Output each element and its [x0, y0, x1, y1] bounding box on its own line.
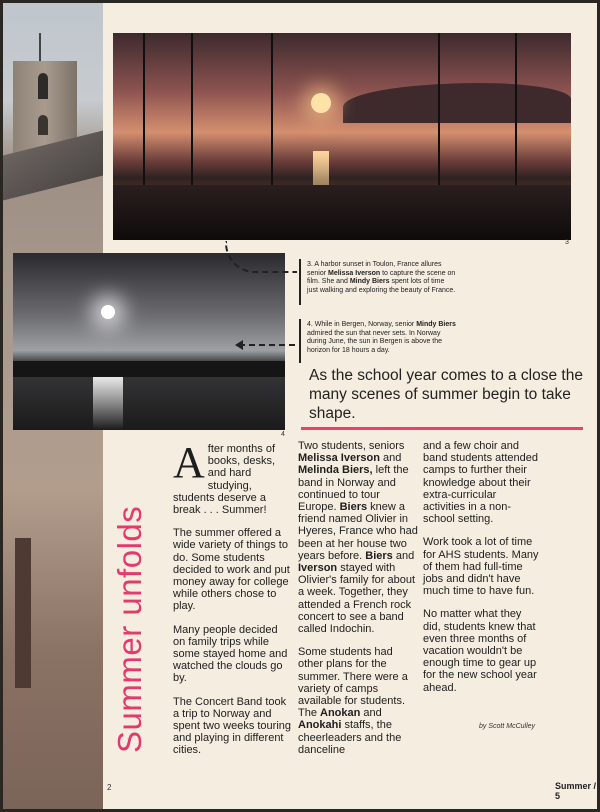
- tower-window: [38, 73, 48, 99]
- caption-pointer-4: [239, 344, 295, 346]
- tower-spire: [39, 33, 49, 61]
- shoreline: [13, 361, 285, 377]
- boats-silhouette: [113, 185, 571, 240]
- window-shutter: [15, 538, 31, 688]
- paragraph: and a few choir and band students attended camps to further their knowledge about their extra-curricular activities in a non-school setting.: [423, 440, 538, 526]
- hill-silhouette: [343, 83, 571, 123]
- paragraph: Some students had other plans for the summer. There were a variety of camps available for students. The Anokan and Anokahi staffs, the cheerleaders and the danceline: [298, 646, 408, 756]
- paragraph: After months of books, desks, and hard studying, students deserve a break . . . Summer!: [173, 438, 276, 517]
- paragraph: The summer offered a wide variety of things to do. Some students decided to work and put money away for college while others chose to play.: [173, 527, 290, 613]
- sun: [311, 93, 331, 113]
- boat-mast: [271, 33, 273, 203]
- paragraph: Two students, seniors Melissa Iverson and Melinda Biers, left the band in Norway and continued to tour Europe. Biers knew a friend named Olivier in Hyeres, France who had been at her house two years before. Biers and Iverson stayed with Olivier's family for about a week. Together, they attended a French rock concert to see a band called Indochin.: [298, 440, 418, 636]
- page-number-right: Summer / 5: [555, 781, 597, 801]
- drop-cap: A: [173, 438, 205, 487]
- tower-window: [38, 115, 48, 135]
- bergen-sun-photo: [13, 253, 285, 430]
- boat-mast: [143, 33, 145, 203]
- paragraph: Many people decided on family trips while some stayed home and watched the clouds go by.: [173, 623, 288, 685]
- boat-mast: [438, 33, 440, 203]
- caption-3: 3. A harbor sunset in Toulon, France allures senior Melissa Iverson to capture the scene on film. She and Mindy Biers spent lots of time just walking and exploring the beauty of France.: [307, 261, 456, 294]
- figure-number-3: 3: [565, 239, 569, 246]
- paragraph: No matter what they did, students knew that even three months of vacation wouldn't be enough time to gear up for the new school year ahead.: [423, 608, 537, 694]
- page-number-left: 2: [107, 783, 112, 792]
- article-column-2: [298, 440, 420, 767]
- boat-mast: [515, 33, 517, 203]
- water-reflection: [93, 377, 123, 430]
- caption-bracket: [299, 259, 301, 305]
- caption-4: 4. While in Bergen, Norway, senior Mindy Biers admired the sun that never sets. In Norway during June, the sun in Bergen is above the horizon for 18 hours a day.: [307, 321, 456, 354]
- article-column-3: [423, 440, 541, 705]
- accent-rule: [301, 427, 583, 430]
- byline: by Scott McCulley: [479, 723, 536, 730]
- figure-number-4: 4: [281, 431, 285, 438]
- boat-mast: [191, 33, 193, 203]
- intro-text: As the school year comes to a close the many scenes of summer begin to take shape.: [309, 367, 583, 422]
- paragraph: Work took a lot of time for AHS students. Many of them had full-time jobs and didn't have much time to have fun.: [423, 536, 539, 598]
- page-title: Summer unfolds: [111, 505, 148, 753]
- article-column-1: [173, 438, 292, 768]
- sun: [101, 305, 115, 319]
- caption-bracket: [299, 319, 301, 363]
- paragraph: The Concert Band took a trip to Norway and spent two weeks touring and playing in different cities.: [173, 695, 292, 757]
- harbor-sunset-photo: [113, 33, 571, 240]
